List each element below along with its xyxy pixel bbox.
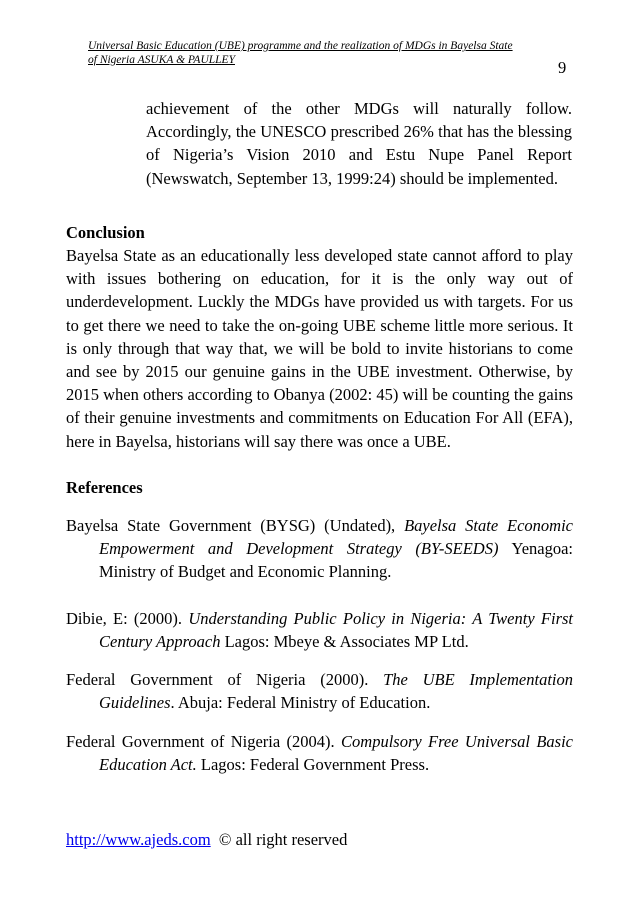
copyright-text: © all right reserved	[218, 830, 348, 849]
reference-item	[66, 668, 573, 714]
reference-author: Dibie, E: (2000).	[66, 609, 183, 628]
references-heading: References	[66, 478, 143, 497]
continued-paragraph: achievement of the other MDGs will naturally follow. Accordingly, the UNESCO prescribed 26% that has the blessing of Nigeria’s Vision 2010 and Estu Nupe Panel Report (Newswatch, September 13, 1999:24) should be implemented.	[146, 99, 572, 188]
conclusion-body: Bayelsa State as an educationally less developed state cannot afford to play with issues bothering on education, for it is the only way out of underdevelopment. Luckly the MDGs have provided us with targets. For us to get there we need to take the on-going UBE scheme little more serious. It is only through that way that, we will be bold to invite historians to come and see by 2015 our genuine gains in the UBE investment. Otherwise, by 2015 when others according to Obanya (2002: 45) will be counting the gains of their genuine investments and commitments on Education For All (EFA), here in Bayelsa, historians will say there was once a UBE.	[66, 246, 573, 451]
running-header-line-1: Universal Basic Education (UBE) programme and the realization of MDGs in Bayelsa State	[88, 40, 513, 52]
reference-title: Compulsory Free Universal Basic Education Act.	[99, 732, 574, 775]
page-footer	[66, 830, 347, 850]
reference-author: Federal Government of Nigeria (2000).	[66, 670, 369, 689]
reference-publisher: . Abuja: Federal Ministry of Education.	[170, 693, 431, 713]
running-header-line-2: of Nigeria ASUKA & PAULLEY	[88, 54, 235, 66]
conclusion-heading: Conclusion	[66, 223, 145, 242]
reference-title: Understanding Public Policy in Nigeria: A Twenty First Century Approach	[99, 609, 574, 652]
reference-title: Bayelsa State Economic Empowerment and Development Strategy (BY-SEEDS)	[99, 516, 573, 559]
reference-title: The UBE Implementation Guidelines	[99, 670, 573, 713]
website-link[interactable]: http://www.ajeds.com	[66, 830, 211, 849]
reference-item	[66, 607, 573, 653]
reference-publisher: Lagos: Federal Government Press.	[200, 755, 430, 775]
running-header	[88, 39, 558, 67]
reference-item	[66, 730, 573, 776]
reference-author: Bayelsa State Government (BYSG) (Undated),	[66, 516, 396, 535]
page-number: 9	[558, 58, 567, 77]
reference-publisher: Yenagoa: Ministry of Budget and Economic Planning.	[99, 539, 574, 582]
reference-item	[66, 514, 573, 584]
reference-author: Federal Government of Nigeria (2004).	[66, 732, 335, 751]
reference-publisher: Lagos: Mbeye & Associates MP Ltd.	[224, 632, 469, 652]
